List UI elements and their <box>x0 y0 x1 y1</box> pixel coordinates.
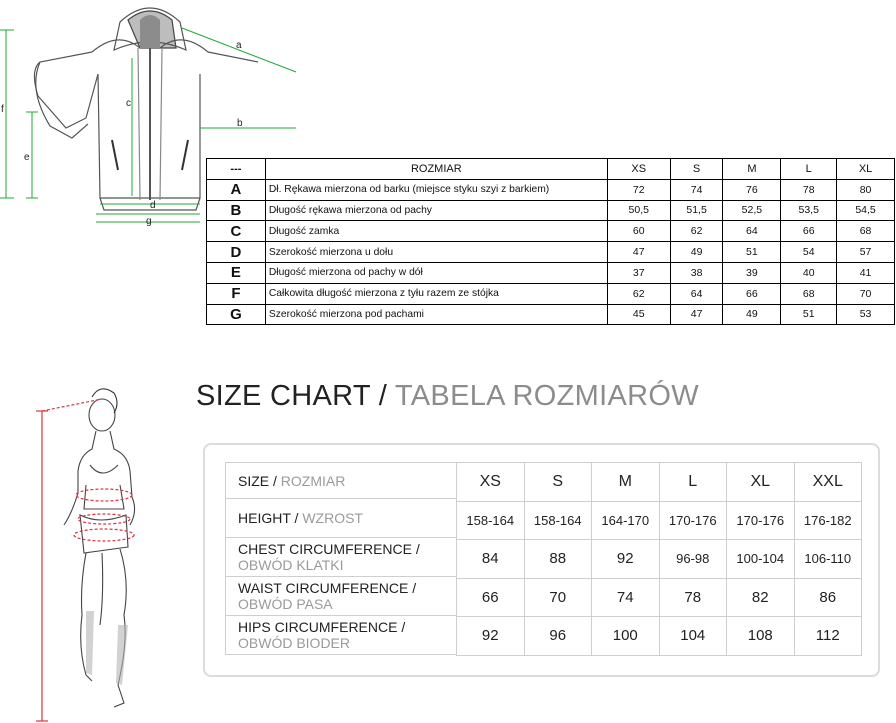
label-english: HIPS CIRCUMFERENCE / <box>238 619 406 635</box>
row-value: 38 <box>670 262 723 283</box>
height-cell: 170-176 <box>727 501 795 540</box>
row-description: Długość rękawa mierzona od pachy <box>265 200 607 221</box>
label-polish: OBWÓD KLATKI <box>238 557 344 573</box>
chest-cell: 106-110 <box>794 540 862 579</box>
label-polish: OBWÓD PASA <box>238 596 333 612</box>
row-description: Szerokość mierzona pod pachami <box>265 304 607 325</box>
table-row <box>207 262 895 283</box>
table-row <box>207 242 895 263</box>
measure-label-a: a <box>236 40 242 51</box>
chest-cell: 88 <box>524 540 592 579</box>
hips-cell: 96 <box>524 617 592 656</box>
table-row <box>457 540 862 579</box>
woman-measurement-illustration <box>20 385 185 723</box>
size-chart-panel <box>203 443 880 677</box>
label-english: HEIGHT / <box>238 510 299 526</box>
row-value: 57 <box>837 242 895 263</box>
table-row <box>207 179 895 200</box>
table-row <box>457 617 862 656</box>
height-cell: 170-176 <box>659 501 727 540</box>
measure-label-f: f <box>1 104 4 115</box>
title-english: SIZE CHART / <box>196 380 388 412</box>
row-value: 68 <box>781 283 837 304</box>
size-cell: L <box>659 463 727 502</box>
row-description: Szerokość mierzona u dołu <box>265 242 607 263</box>
row-label-height <box>225 499 457 538</box>
row-value: 40 <box>781 262 837 283</box>
row-description: Całkowita długość mierzona z tyłu razem ze stójka <box>265 283 607 304</box>
row-value: 37 <box>607 262 670 283</box>
height-cell: 164-170 <box>592 501 660 540</box>
row-label-chest <box>225 538 457 577</box>
row-letter: G <box>207 304 266 325</box>
waist-cell: 70 <box>524 578 592 617</box>
row-value: 66 <box>781 221 837 242</box>
jacket-size-table <box>206 158 895 325</box>
size-cell: XL <box>727 463 795 502</box>
row-value: 54,5 <box>837 200 895 221</box>
row-description: Długość mierzona od pachy w dół <box>265 262 607 283</box>
table-row <box>457 501 862 540</box>
row-value: 53,5 <box>781 200 837 221</box>
header-size: M <box>723 159 781 180</box>
row-value: 68 <box>837 221 895 242</box>
header-size: XS <box>607 159 670 180</box>
header-size: XL <box>837 159 895 180</box>
header-title: ROZMIAR <box>265 159 607 180</box>
row-value: 49 <box>670 242 723 263</box>
row-value: 74 <box>670 179 723 200</box>
size-cell: S <box>524 463 592 502</box>
row-value: 62 <box>607 283 670 304</box>
row-value: 45 <box>607 304 670 325</box>
chest-cell: 96-98 <box>659 540 727 579</box>
table-row <box>207 221 895 242</box>
row-value: 60 <box>607 221 670 242</box>
row-value: 51 <box>781 304 837 325</box>
size-cell: M <box>592 463 660 502</box>
row-value: 78 <box>781 179 837 200</box>
jacket-measurement-illustration <box>0 0 243 235</box>
measure-label-b: b <box>237 118 243 129</box>
waist-cell: 86 <box>794 578 862 617</box>
header-corner: --- <box>207 159 266 180</box>
height-cell: 158-164 <box>524 501 592 540</box>
row-letter: E <box>207 262 266 283</box>
row-label-size <box>225 462 457 499</box>
row-value: 72 <box>607 179 670 200</box>
row-label-waist <box>225 577 457 616</box>
row-letter: B <box>207 200 266 221</box>
row-value: 47 <box>607 242 670 263</box>
row-value: 51 <box>723 242 781 263</box>
row-value: 52,5 <box>723 200 781 221</box>
label-english: CHEST CIRCUMFERENCE / <box>238 541 420 557</box>
row-value: 70 <box>837 283 895 304</box>
label-polish: WZROST <box>302 510 363 526</box>
chest-cell: 92 <box>592 540 660 579</box>
height-cell: 158-164 <box>457 501 525 540</box>
size-cell: XXL <box>794 463 862 502</box>
waist-cell: 74 <box>592 578 660 617</box>
row-value: 76 <box>723 179 781 200</box>
hips-cell: 104 <box>659 617 727 656</box>
table-row <box>207 200 895 221</box>
row-value: 54 <box>781 242 837 263</box>
size-chart-values-table <box>456 462 862 656</box>
table-row <box>207 283 895 304</box>
measure-label-c: c <box>126 98 131 109</box>
hips-cell: 100 <box>592 617 660 656</box>
chest-cell: 100-104 <box>727 540 795 579</box>
row-value: 49 <box>723 304 781 325</box>
header-size: L <box>781 159 837 180</box>
row-letter: C <box>207 221 266 242</box>
row-value: 64 <box>670 283 723 304</box>
row-value: 51,5 <box>670 200 723 221</box>
chest-cell: 84 <box>457 540 525 579</box>
row-value: 39 <box>723 262 781 283</box>
label-english: WAIST CIRCUMFERENCE / <box>238 580 417 596</box>
row-value: 41 <box>837 262 895 283</box>
measure-label-e: e <box>24 152 30 163</box>
row-value: 53 <box>837 304 895 325</box>
row-value: 47 <box>670 304 723 325</box>
hips-cell: 92 <box>457 617 525 656</box>
row-value: 80 <box>837 179 895 200</box>
row-description: Dł. Rękawa mierzona od barku (miejsce styku szyi z barkiem) <box>265 179 607 200</box>
row-label-hips <box>225 616 457 655</box>
label-polish: ROZMIAR <box>280 472 346 489</box>
measure-label-g: g <box>146 216 152 227</box>
row-value: 50,5 <box>607 200 670 221</box>
title-polish: TABELA ROZMIARÓW <box>394 380 699 412</box>
row-letter: D <box>207 242 266 263</box>
size-chart-title <box>196 380 699 413</box>
row-value: 66 <box>723 283 781 304</box>
table-row <box>457 463 862 502</box>
row-value: 62 <box>670 221 723 242</box>
table-row <box>207 304 895 325</box>
size-cell: XS <box>457 463 525 502</box>
header-size: S <box>670 159 723 180</box>
size-chart-row-labels <box>225 462 457 655</box>
table-header-row <box>207 159 895 180</box>
measure-label-d: d <box>150 200 156 211</box>
label-english: SIZE / <box>238 472 277 489</box>
label-polish: OBWÓD BIODER <box>238 635 351 651</box>
hips-cell: 108 <box>727 617 795 656</box>
waist-cell: 78 <box>659 578 727 617</box>
waist-cell: 66 <box>457 578 525 617</box>
height-cell: 176-182 <box>794 501 862 540</box>
table-row <box>457 578 862 617</box>
row-value: 64 <box>723 221 781 242</box>
waist-cell: 82 <box>727 578 795 617</box>
hips-cell: 112 <box>794 617 862 656</box>
row-letter: A <box>207 179 266 200</box>
row-letter: F <box>207 283 266 304</box>
row-description: Długość zamka <box>265 221 607 242</box>
